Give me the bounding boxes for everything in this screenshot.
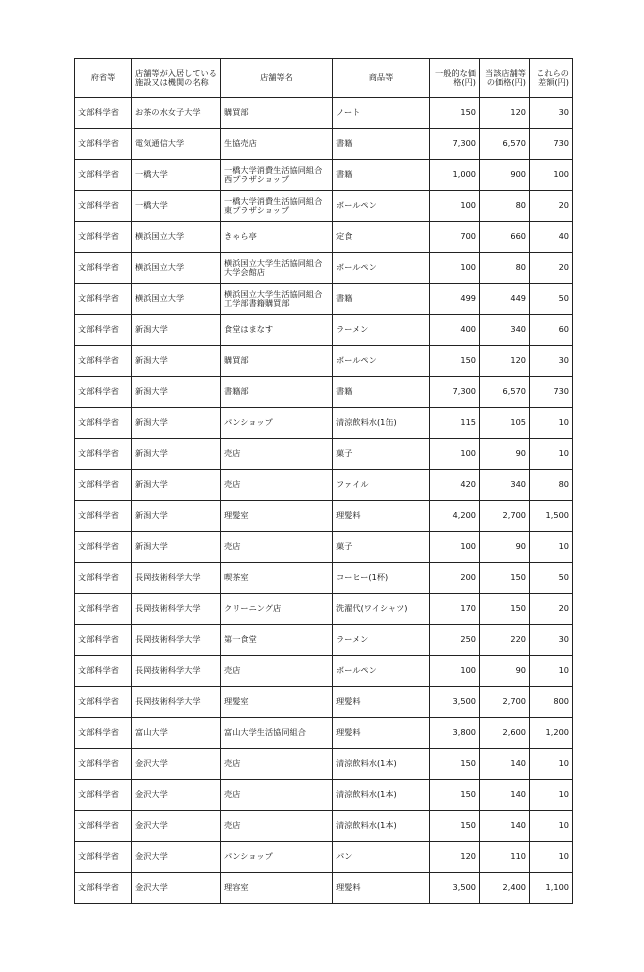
cell-ministry: 文部科学省 bbox=[75, 439, 132, 470]
cell-difference: 20 bbox=[530, 594, 573, 625]
cell-product: 菓子 bbox=[333, 439, 430, 470]
cell-product: 理髪料 bbox=[333, 687, 430, 718]
cell-general-price: 150 bbox=[430, 811, 480, 842]
cell-store-price: 80 bbox=[480, 253, 530, 284]
cell-difference: 60 bbox=[530, 315, 573, 346]
cell-store-price: 220 bbox=[480, 625, 530, 656]
cell-general-price: 499 bbox=[430, 284, 480, 315]
cell-facility: 金沢大学 bbox=[132, 842, 221, 873]
cell-store-price: 6,570 bbox=[480, 129, 530, 160]
cell-general-price: 100 bbox=[430, 253, 480, 284]
cell-product: 洗濯代(ワイシャツ) bbox=[333, 594, 430, 625]
cell-store: 購買部 bbox=[221, 98, 333, 129]
cell-general-price: 420 bbox=[430, 470, 480, 501]
cell-product: 定食 bbox=[333, 222, 430, 253]
table-row bbox=[75, 222, 573, 253]
cell-facility: 金沢大学 bbox=[132, 873, 221, 904]
cell-product: ラーメン bbox=[333, 625, 430, 656]
cell-store: 購買部 bbox=[221, 346, 333, 377]
cell-product: コーヒー(1杯) bbox=[333, 563, 430, 594]
cell-facility: お茶の水女子大学 bbox=[132, 98, 221, 129]
cell-store: 生協売店 bbox=[221, 129, 333, 160]
cell-product: ボールペン bbox=[333, 346, 430, 377]
cell-store-price: 120 bbox=[480, 346, 530, 377]
cell-product: ノート bbox=[333, 98, 430, 129]
cell-facility: 金沢大学 bbox=[132, 749, 221, 780]
cell-facility: 新潟大学 bbox=[132, 377, 221, 408]
cell-ministry: 文部科学省 bbox=[75, 470, 132, 501]
cell-store-price: 110 bbox=[480, 842, 530, 873]
cell-general-price: 150 bbox=[430, 749, 480, 780]
cell-store: 第一食堂 bbox=[221, 625, 333, 656]
cell-difference: 10 bbox=[530, 439, 573, 470]
header-store-price: 当該店舗等の価格(円) bbox=[480, 59, 530, 98]
cell-store: 富山大学生活協同組合 bbox=[221, 718, 333, 749]
cell-facility: 金沢大学 bbox=[132, 780, 221, 811]
header-store: 店舗等名 bbox=[221, 59, 333, 98]
cell-store: 喫茶室 bbox=[221, 563, 333, 594]
table-header-row bbox=[75, 59, 573, 98]
cell-general-price: 100 bbox=[430, 656, 480, 687]
cell-store: 売店 bbox=[221, 780, 333, 811]
cell-facility: 新潟大学 bbox=[132, 315, 221, 346]
cell-store: 売店 bbox=[221, 811, 333, 842]
cell-general-price: 7,300 bbox=[430, 129, 480, 160]
cell-product: 書籍 bbox=[333, 284, 430, 315]
cell-ministry: 文部科学省 bbox=[75, 749, 132, 780]
cell-ministry: 文部科学省 bbox=[75, 780, 132, 811]
cell-difference: 10 bbox=[530, 842, 573, 873]
cell-ministry: 文部科学省 bbox=[75, 160, 132, 191]
cell-facility: 横浜国立大学 bbox=[132, 222, 221, 253]
cell-product: 理髪料 bbox=[333, 501, 430, 532]
cell-general-price: 3,500 bbox=[430, 687, 480, 718]
cell-store: クリーニング店 bbox=[221, 594, 333, 625]
cell-store-price: 140 bbox=[480, 811, 530, 842]
cell-difference: 730 bbox=[530, 377, 573, 408]
cell-difference: 80 bbox=[530, 470, 573, 501]
table-row bbox=[75, 563, 573, 594]
cell-difference: 50 bbox=[530, 563, 573, 594]
cell-store: 売店 bbox=[221, 749, 333, 780]
cell-facility: 新潟大学 bbox=[132, 532, 221, 563]
cell-store: 食堂はまなす bbox=[221, 315, 333, 346]
price-comparison-table bbox=[74, 58, 573, 904]
cell-product: 清涼飲料水(1本) bbox=[333, 811, 430, 842]
cell-difference: 30 bbox=[530, 625, 573, 656]
cell-store: 売店 bbox=[221, 532, 333, 563]
table-row bbox=[75, 253, 573, 284]
cell-facility: 長岡技術科学大学 bbox=[132, 687, 221, 718]
cell-difference: 10 bbox=[530, 408, 573, 439]
cell-store-price: 2,700 bbox=[480, 687, 530, 718]
cell-facility: 新潟大学 bbox=[132, 501, 221, 532]
table-row bbox=[75, 470, 573, 501]
table-row bbox=[75, 408, 573, 439]
table-row bbox=[75, 811, 573, 842]
table-row bbox=[75, 656, 573, 687]
cell-store-price: 90 bbox=[480, 439, 530, 470]
cell-facility: 長岡技術科学大学 bbox=[132, 563, 221, 594]
cell-store: きゃら亭 bbox=[221, 222, 333, 253]
table-row bbox=[75, 284, 573, 315]
cell-store: 一橋大学消費生活協同組合西プラザショップ bbox=[221, 160, 333, 191]
cell-general-price: 700 bbox=[430, 222, 480, 253]
cell-ministry: 文部科学省 bbox=[75, 656, 132, 687]
cell-general-price: 170 bbox=[430, 594, 480, 625]
cell-store-price: 120 bbox=[480, 98, 530, 129]
document-page bbox=[74, 58, 572, 904]
cell-difference: 40 bbox=[530, 222, 573, 253]
header-general-price: 一般的な価格(円) bbox=[430, 59, 480, 98]
cell-facility: 一橋大学 bbox=[132, 160, 221, 191]
cell-general-price: 150 bbox=[430, 780, 480, 811]
cell-general-price: 200 bbox=[430, 563, 480, 594]
cell-product: ファイル bbox=[333, 470, 430, 501]
cell-product: 書籍 bbox=[333, 377, 430, 408]
cell-product: 理髪料 bbox=[333, 718, 430, 749]
table-row bbox=[75, 718, 573, 749]
table-row bbox=[75, 625, 573, 656]
cell-difference: 800 bbox=[530, 687, 573, 718]
table-row bbox=[75, 129, 573, 160]
cell-product: 清涼飲料水(1本) bbox=[333, 780, 430, 811]
cell-facility: 横浜国立大学 bbox=[132, 253, 221, 284]
header-facility: 店舗等が入居している施設又は機関の名称 bbox=[132, 59, 221, 98]
cell-ministry: 文部科学省 bbox=[75, 811, 132, 842]
cell-difference: 50 bbox=[530, 284, 573, 315]
header-product: 商品等 bbox=[333, 59, 430, 98]
cell-store: 売店 bbox=[221, 656, 333, 687]
cell-store-price: 2,400 bbox=[480, 873, 530, 904]
cell-facility: 新潟大学 bbox=[132, 346, 221, 377]
cell-store-price: 660 bbox=[480, 222, 530, 253]
cell-general-price: 4,200 bbox=[430, 501, 480, 532]
cell-ministry: 文部科学省 bbox=[75, 284, 132, 315]
cell-store-price: 80 bbox=[480, 191, 530, 222]
cell-product: 理髪料 bbox=[333, 873, 430, 904]
cell-product: 清涼飲料水(1本) bbox=[333, 749, 430, 780]
cell-difference: 10 bbox=[530, 780, 573, 811]
cell-facility: 長岡技術科学大学 bbox=[132, 656, 221, 687]
cell-store-price: 90 bbox=[480, 532, 530, 563]
table-row bbox=[75, 749, 573, 780]
cell-facility: 新潟大学 bbox=[132, 470, 221, 501]
cell-ministry: 文部科学省 bbox=[75, 501, 132, 532]
cell-facility: 新潟大学 bbox=[132, 439, 221, 470]
cell-difference: 30 bbox=[530, 346, 573, 377]
cell-product: パン bbox=[333, 842, 430, 873]
cell-store: 理髪室 bbox=[221, 687, 333, 718]
cell-product: ボールペン bbox=[333, 656, 430, 687]
cell-ministry: 文部科学省 bbox=[75, 98, 132, 129]
cell-general-price: 7,300 bbox=[430, 377, 480, 408]
table-row bbox=[75, 687, 573, 718]
cell-product: 書籍 bbox=[333, 129, 430, 160]
cell-ministry: 文部科学省 bbox=[75, 625, 132, 656]
cell-store: パンショップ bbox=[221, 408, 333, 439]
cell-ministry: 文部科学省 bbox=[75, 532, 132, 563]
table-row bbox=[75, 160, 573, 191]
cell-general-price: 100 bbox=[430, 532, 480, 563]
cell-general-price: 250 bbox=[430, 625, 480, 656]
cell-store: 理髪室 bbox=[221, 501, 333, 532]
cell-product: ラーメン bbox=[333, 315, 430, 346]
cell-ministry: 文部科学省 bbox=[75, 842, 132, 873]
table-row bbox=[75, 780, 573, 811]
cell-product: 書籍 bbox=[333, 160, 430, 191]
table-row bbox=[75, 439, 573, 470]
cell-facility: 一橋大学 bbox=[132, 191, 221, 222]
cell-facility: 金沢大学 bbox=[132, 811, 221, 842]
cell-store-price: 340 bbox=[480, 315, 530, 346]
cell-ministry: 文部科学省 bbox=[75, 222, 132, 253]
cell-facility: 長岡技術科学大学 bbox=[132, 594, 221, 625]
cell-ministry: 文部科学省 bbox=[75, 563, 132, 594]
cell-general-price: 100 bbox=[430, 439, 480, 470]
cell-store-price: 150 bbox=[480, 594, 530, 625]
cell-difference: 1,100 bbox=[530, 873, 573, 904]
cell-product: ボールペン bbox=[333, 191, 430, 222]
table-row bbox=[75, 842, 573, 873]
table-row bbox=[75, 532, 573, 563]
cell-difference: 20 bbox=[530, 191, 573, 222]
cell-difference: 30 bbox=[530, 98, 573, 129]
table-row bbox=[75, 315, 573, 346]
cell-difference: 10 bbox=[530, 656, 573, 687]
cell-product: ボールペン bbox=[333, 253, 430, 284]
cell-general-price: 3,800 bbox=[430, 718, 480, 749]
cell-facility: 富山大学 bbox=[132, 718, 221, 749]
cell-store: 売店 bbox=[221, 470, 333, 501]
cell-general-price: 1,000 bbox=[430, 160, 480, 191]
header-difference: これらの差額(円) bbox=[530, 59, 573, 98]
cell-facility: 新潟大学 bbox=[132, 408, 221, 439]
cell-difference: 1,500 bbox=[530, 501, 573, 532]
cell-store-price: 90 bbox=[480, 656, 530, 687]
cell-difference: 730 bbox=[530, 129, 573, 160]
cell-difference: 10 bbox=[530, 532, 573, 563]
cell-ministry: 文部科学省 bbox=[75, 594, 132, 625]
cell-store-price: 140 bbox=[480, 780, 530, 811]
cell-ministry: 文部科学省 bbox=[75, 129, 132, 160]
cell-store-price: 140 bbox=[480, 749, 530, 780]
cell-store-price: 150 bbox=[480, 563, 530, 594]
table-row bbox=[75, 191, 573, 222]
cell-ministry: 文部科学省 bbox=[75, 718, 132, 749]
cell-ministry: 文部科学省 bbox=[75, 873, 132, 904]
cell-store-price: 900 bbox=[480, 160, 530, 191]
cell-product: 清涼飲料水(1缶) bbox=[333, 408, 430, 439]
cell-store-price: 449 bbox=[480, 284, 530, 315]
cell-facility: 電気通信大学 bbox=[132, 129, 221, 160]
table-row bbox=[75, 594, 573, 625]
cell-difference: 100 bbox=[530, 160, 573, 191]
cell-ministry: 文部科学省 bbox=[75, 315, 132, 346]
cell-facility: 横浜国立大学 bbox=[132, 284, 221, 315]
cell-general-price: 150 bbox=[430, 346, 480, 377]
cell-store: 書籍部 bbox=[221, 377, 333, 408]
table-row bbox=[75, 873, 573, 904]
cell-store: パンショップ bbox=[221, 842, 333, 873]
table-row bbox=[75, 501, 573, 532]
cell-ministry: 文部科学省 bbox=[75, 687, 132, 718]
cell-difference: 20 bbox=[530, 253, 573, 284]
cell-general-price: 100 bbox=[430, 191, 480, 222]
cell-store-price: 340 bbox=[480, 470, 530, 501]
cell-store: 横浜国立大学生活協同組合大学会館店 bbox=[221, 253, 333, 284]
cell-general-price: 115 bbox=[430, 408, 480, 439]
cell-store: 一橋大学消費生活協同組合東プラザショップ bbox=[221, 191, 333, 222]
cell-ministry: 文部科学省 bbox=[75, 377, 132, 408]
cell-difference: 10 bbox=[530, 811, 573, 842]
cell-ministry: 文部科学省 bbox=[75, 253, 132, 284]
cell-store: 横浜国立大学生活協同組合工学部書籍購買部 bbox=[221, 284, 333, 315]
table-row bbox=[75, 346, 573, 377]
cell-ministry: 文部科学省 bbox=[75, 346, 132, 377]
cell-store-price: 6,570 bbox=[480, 377, 530, 408]
cell-general-price: 400 bbox=[430, 315, 480, 346]
table-row bbox=[75, 98, 573, 129]
cell-difference: 1,200 bbox=[530, 718, 573, 749]
cell-difference: 10 bbox=[530, 749, 573, 780]
cell-store-price: 2,600 bbox=[480, 718, 530, 749]
cell-store: 理容室 bbox=[221, 873, 333, 904]
cell-ministry: 文部科学省 bbox=[75, 191, 132, 222]
cell-general-price: 120 bbox=[430, 842, 480, 873]
cell-facility: 長岡技術科学大学 bbox=[132, 625, 221, 656]
header-ministry: 府省等 bbox=[75, 59, 132, 98]
cell-ministry: 文部科学省 bbox=[75, 408, 132, 439]
cell-store-price: 2,700 bbox=[480, 501, 530, 532]
cell-store: 売店 bbox=[221, 439, 333, 470]
cell-product: 菓子 bbox=[333, 532, 430, 563]
cell-general-price: 150 bbox=[430, 98, 480, 129]
cell-store-price: 105 bbox=[480, 408, 530, 439]
cell-general-price: 3,500 bbox=[430, 873, 480, 904]
table-row bbox=[75, 377, 573, 408]
